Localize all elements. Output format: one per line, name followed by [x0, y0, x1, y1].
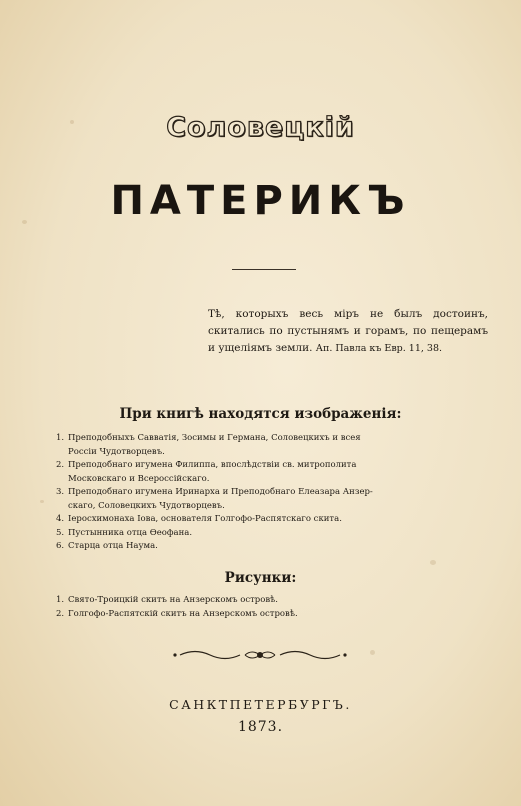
list-item: 4. Іеросхимонаха Іова, основателя Голгофо-Распятскаго скита.	[56, 514, 342, 524]
ornament-divider-icon	[160, 646, 360, 664]
list-item: 6. Старца отца Наума.	[56, 541, 158, 551]
epigraph	[208, 306, 488, 357]
publication-city: САНКТПЕТЕРБУРГЪ.	[169, 697, 352, 712]
list-item: 2. Преподобнаго игумена Филиппа, впослѣдствіи св. митрополита Московскаго и Всероссійскаго.	[56, 460, 357, 484]
paper-stain	[40, 500, 44, 503]
publication-year: 1873.	[237, 719, 284, 735]
images-list	[56, 432, 466, 554]
title-divider	[232, 269, 296, 270]
images-heading: При книгѣ находятся изображенія:	[119, 406, 402, 422]
list-item: 1. Преподобныхъ Савватія, Зосимы и Германа, Соловецкихъ и всея Россіи Чудотворцевъ.	[56, 433, 361, 457]
title-upper-line: Соловецкій	[166, 112, 355, 143]
drawings-heading: Рисунки:	[224, 570, 297, 586]
list-item: 5. Пустынника отца Ѳеофана.	[56, 527, 193, 538]
list-item: 3. Преподобнаго игумена Иринарха и Преподобнаго Елеазара Анзер- скаго, Соловецкихъ Чудотворцевъ.	[56, 487, 373, 511]
paper-stain	[430, 560, 436, 565]
list-item: 1. Свято-Троицкій скитъ на Анзерскомъ островѣ.	[56, 595, 278, 605]
paper-stain	[370, 650, 375, 655]
epigraph-text: Тѣ, которыхъ весь міръ не былъ достоинъ, скитались по пустынямъ и горамъ, по пещерамъ и ущеліямъ земли.	[208, 308, 488, 354]
list-item: 2. Голгофо-Распятскій скитъ на Анзерскомъ островѣ.	[56, 608, 298, 619]
epigraph-reference: Ап. Павла къ Евр. 11, 38.	[315, 343, 443, 354]
drawings-list	[56, 594, 466, 621]
book-title: ПАТЕРИКЪ	[110, 178, 411, 224]
